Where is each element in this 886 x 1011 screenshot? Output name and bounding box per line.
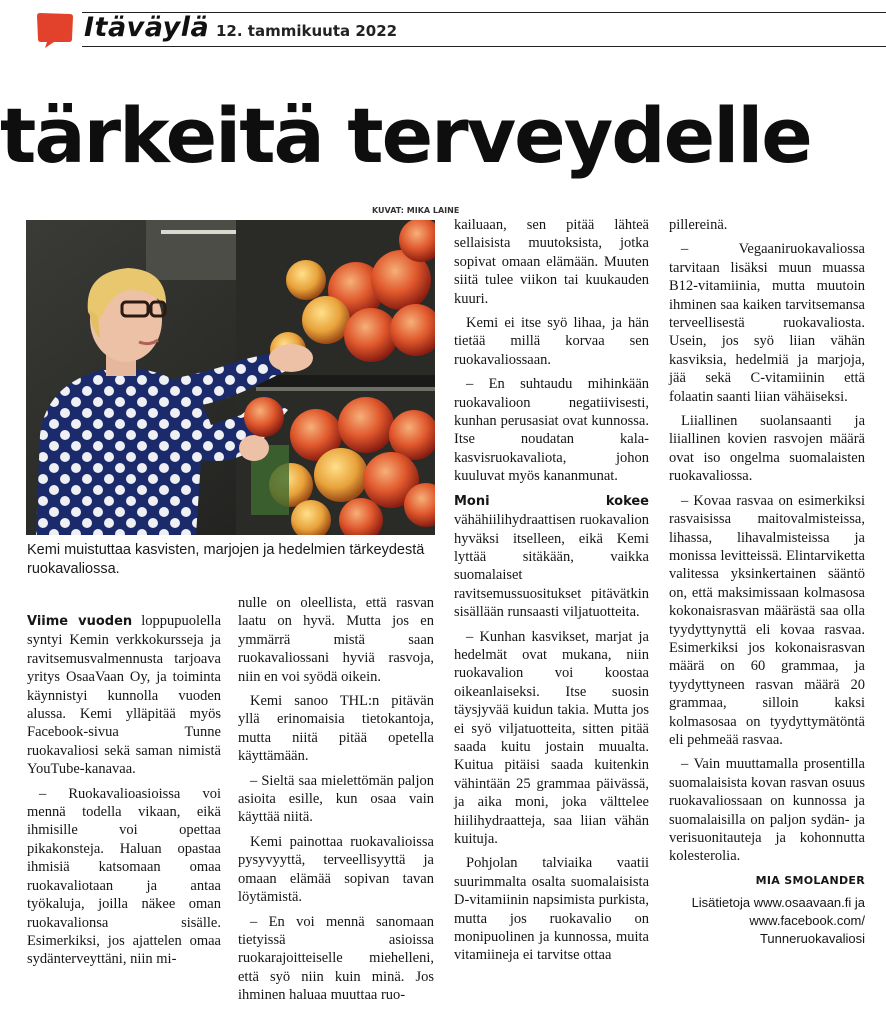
paragraph-text: loppupuolella syntyi Kemin verkkokursseja ja ravitsemusvalmennusta tarjoava yritys OsaaVaan Oy, ja toiminta käynnistyi kunnolla vuoden alussa. Kemi ylläpitää myös Facebook-sivua Tunne ruokavaliosi sekä saman nimistä YouTube-kanavaa. bbox=[27, 613, 222, 778]
lead-in: Moni kokee bbox=[454, 493, 649, 509]
article-photo bbox=[26, 220, 435, 535]
photo-caption: Kemi muistuttaa kasvisten, marjojen ja hedelmien tärkeydestä ruokavaliossa. bbox=[27, 542, 425, 577]
more-info-link: www.facebook.com/ bbox=[749, 913, 865, 929]
speech-bubble-logo-icon bbox=[36, 11, 74, 49]
text-column-4 bbox=[669, 216, 865, 948]
paragraph: Pohjolan talviaika vaatii suurimmalta osalta suomalaisista D-vitamiinin napsimista purkista, mutta jos ruokavalio on monipuolinen ja kunnossa, muita vitamiineja ei tarvitse ottaa bbox=[454, 855, 649, 964]
paragraph: Kemi sanoo THL:n pitävän yllä erinomaisia tietokantoja, mutta niitä pitää opetella käyttämään. bbox=[238, 693, 434, 765]
paragraph: Kemi ei itse syö lihaa, ja hän tietää millä korvaa sen ruokavaliossaan. bbox=[454, 315, 649, 368]
lead-in: Viime vuoden bbox=[27, 614, 133, 629]
text-column-3 bbox=[454, 216, 649, 971]
paragraph: – En voi mennä sanomaan tietyissä asioissa ruokarajoitteiselle miehelleni, että syö niin kuin minä. Jos ihminen haluaa muuttaa ruo- bbox=[238, 913, 434, 1004]
section-name: Itäväylä bbox=[84, 12, 210, 43]
paragraph: – Kunhan kasvikset, marjat ja hedelmät ovat mukana, niin ruokavalion voi koostaa oikeanlaiseksi. Itse suosin täysjyvää kuidun takia. Mutta jos ei syö viljatuotteita, sitten pitää saada kuitu jostain muualta. Kuitua pitäisi saada kuitenkin vähintään 25 grammaa päivässä, ja aika moni, joka välttelee hiilihydraatteja, saa liian vähän kuituja. bbox=[454, 628, 649, 847]
paragraph: pillereinä. bbox=[669, 217, 728, 233]
paragraph: – Ruokavalioasioissa voi mennä todella vikaan, eikä ihmisille voi opettaa pikakonsteja. Haluan opastaa ihmisiä katsomaan omaa ruokavaliotaan ja antaa työkaluja, joilla näkee oman ruokavalionsa sisälle. Esimerkiksi, jos ajattelen omaa sydänterveyttäni, niin mi- bbox=[27, 785, 221, 968]
paragraph: – Vegaaniruokavaliossa tarvitaan lisäksi muun muassa B12-vitamiinia, mutta muutoin ihminen saa kaiken tarvitsemansa terveellisestä ruokavaliosta. Usein, jos syö liian vähän kasviksia, hedelmiä ja marjoja, jää sekä C-vitamiinin että folaatin saanti liian vähäiseksi. bbox=[669, 241, 865, 405]
paragraph: – Vain muuttamalla prosentilla suomalaisista kovan rasvan osuus ruokavaliossaan on kunnossa ja suomalaisilla on paljon sydän- ja verisuonitauteja ja kohonnutta kolesterolia. bbox=[669, 756, 865, 865]
more-info-link: Tunneruokavaliosi bbox=[759, 931, 865, 947]
paragraph: Liiallinen suolansaanti ja liiallinen kovien rasvojen määrä ovat iso ongelma suomalaisten ruokavaliossa. bbox=[669, 413, 865, 485]
text-column-2 bbox=[238, 594, 434, 1011]
paragraph: Kemi painottaa ruokavalioissa pysyvyyttä, terveellisyyttä ja omaan elämää sopivan tavan löytämistä. bbox=[238, 833, 434, 906]
paragraph: – En suhtaudu mihinkään ruokavalioon negatiivisesti, kunhan perusasiat ovat kunnossa. Itse noudatan kala-kasvisruokavaliota, johon kuuluvat myös kananmunat. bbox=[454, 376, 649, 485]
paragraph: kailuaan, sen pitää lähteä sellaisista muutoksista, jotka sopivat omaan elämään. Muuten siitä tulee viikon tai kuukauden kuuri. bbox=[454, 217, 649, 307]
author-byline: MIA SMOLANDER bbox=[755, 873, 865, 887]
paragraph-text: vähähiilihydraattisen ruokavalion hyväksi itselleen, eikä Kemi lyttää sitäkään, vaikka suomalaiset ravitsemussuositukset pitävätkin sisällään runsaasti viljatuotteita. bbox=[454, 512, 649, 621]
issue-date: 12. tammikuuta 2022 bbox=[216, 22, 398, 40]
masthead-rule-bottom bbox=[82, 46, 886, 47]
more-info bbox=[669, 894, 865, 948]
paragraph bbox=[27, 612, 221, 779]
woman-at-fruit-shelf-illustration bbox=[26, 220, 435, 535]
paragraph bbox=[454, 492, 649, 622]
more-info-line: Lisätietoja www.osaavaan.fi ja bbox=[691, 895, 865, 911]
text-column-1 bbox=[27, 612, 221, 975]
paragraph: – Sieltä saa mielettömän paljon asioita esille, kun osaa vain käyttää niitä. bbox=[238, 772, 434, 826]
masthead bbox=[0, 0, 886, 56]
headline: tärkeitä terveydelle bbox=[0, 91, 811, 180]
paragraph: nulle on oleellista, että rasvan laatu on hyvä. Mutta jos en ymmärrä mistä saan ruokavaliossani hyviä rasvoja, niin en voi syödä oikein. bbox=[238, 595, 434, 685]
photo-credit: KUVAT: MIKA LAINE bbox=[372, 206, 460, 215]
paragraph: – Kovaa rasvaa on esimerkiksi rasvaisissa maitovalmisteissa, lihassa, lihavalmisteissa ja monissa levitteissä. Elintarviketta valitessa yksinkertainen sääntö on, että maksimissaan kolmasosa kokonaisrasvan määrästä saa olla tyydyttynyttä eli kovaa rasvaa. Esimerkiksi jos kokonaisrasvan määrä on 60 grammaa, ja tyydyttyneen rasvan määrä 20 grammaa, silloin kaksi kolmasosaa on tyydyttymätöntä eli pehmeää rasvaa. bbox=[669, 492, 865, 748]
